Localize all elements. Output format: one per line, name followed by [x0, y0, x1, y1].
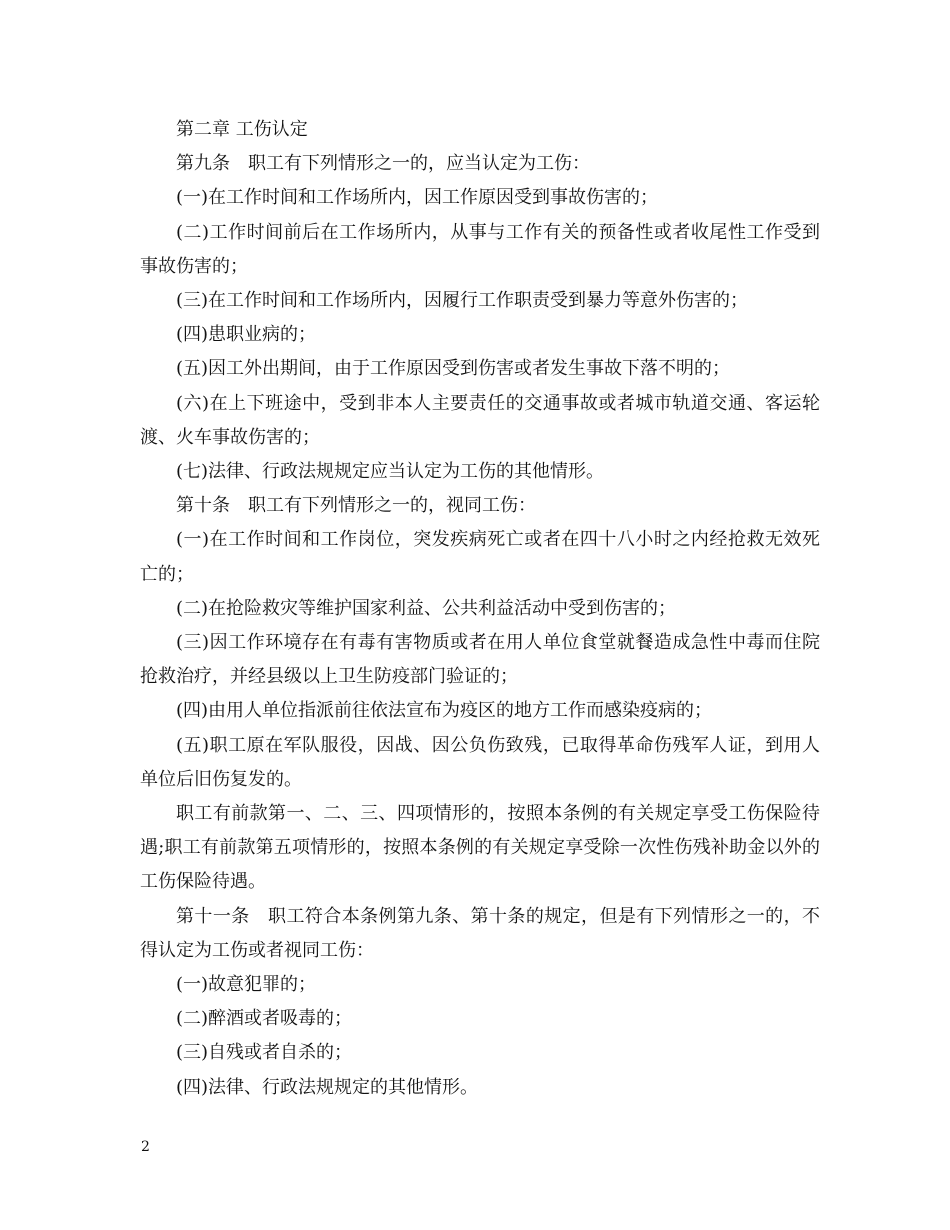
article-9-item-2: (二)工作时间前后在工作场所内，从事与工作有关的预备性或者收尾性工作受到事故伤害的；: [140, 221, 820, 277]
article-9-item-5: (五)因工外出期间，由于工作原因受到伤害或者发生事故下落不明的；: [176, 358, 731, 380]
article-10-item-1: (一)在工作时间和工作岗位，突发疾病死亡或者在四十八小时之内经抢救无效死亡的；: [140, 529, 820, 585]
article-10-item-5: (五)职工原在军队服役，因战、因公负伤致残，已取得革命伤残军人证，到用人单位后旧伤复发的。: [140, 734, 820, 790]
article-10-item-3: (三)因工作环境存在有毒有害物质或者在用人单位食堂就餐造成急性中毒而住院抢救治疗，并经县级以上卫生防疫部门验证的；: [140, 632, 820, 688]
article-10-item-4: (四)由用人单位指派前往依法宣布为疫区的地方工作而感染疫病的；: [176, 700, 713, 722]
article-9-item-3: (三)在工作时间和工作场所内，因履行工作职责受到暴力等意外伤害的；: [176, 290, 749, 312]
article-11-item-1: (一)故意犯罪的；: [176, 974, 317, 996]
chapter-heading: 第二章 工伤认定: [176, 119, 308, 140]
article-11-item-4: (四)法律、行政法规规定的其他情形。: [176, 1076, 479, 1098]
article-9-item-1: (一)在工作时间和工作场所内，因工作原因受到事故伤害的；: [176, 187, 659, 209]
article-9-item-4: (四)患职业病的；: [176, 324, 317, 346]
article-10-item-2: (二)在抢险救灾等维护国家利益、公共利益活动中受到伤害的；: [176, 597, 677, 619]
article-10-heading: 第十条 职工有下列情形之一的，视同工伤：: [176, 495, 536, 517]
article-9-heading: 第九条 职工有下列情形之一的，应当认定为工伤：: [176, 153, 590, 175]
article-11-item-3: (三)自残或者自杀的；: [176, 1042, 353, 1064]
article-11-item-2: (二)醉酒或者吸毒的；: [176, 1008, 353, 1030]
page-number: 2: [141, 1139, 150, 1155]
document-body: [140, 113, 820, 1105]
article-9-item-6: (六)在上下班途中，受到非本人主要责任的交通事故或者城市轨道交通、客运轮渡、火车事故伤害的；: [140, 392, 820, 448]
article-11-heading: 第十一条 职工符合本条例第九条、第十条的规定，但是有下列情形之一的，不得认定为工伤或者视同工伤：: [140, 905, 820, 961]
article-9-item-7: (七)法律、行政法规规定应当认定为工伤的其他情形。: [176, 461, 605, 483]
article-10-note: 职工有前款第一、二、三、四项情形的，按照本条例的有关规定享受工伤保险待遇;职工有前款第五项情形的，按照本条例的有关规定享受除一次性伤残补助金以外的工伤保险待遇。: [140, 803, 820, 893]
